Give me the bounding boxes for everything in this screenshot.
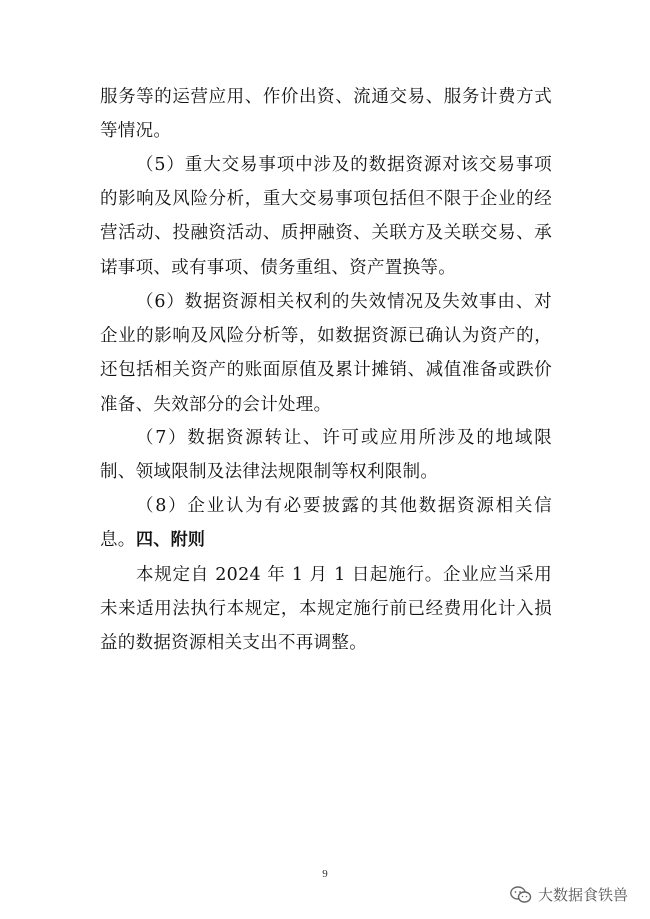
page-number: 9 xyxy=(322,868,328,880)
paragraph-continuation: 服务等的运营应用、作价出资、流通交易、服务计费方式等情况。 xyxy=(100,87,552,142)
paragraph-item-8: （8）企业认为有必要披露的其他数据资源相关信息。 xyxy=(100,496,552,551)
watermark-text: 大数据食铁兽 xyxy=(537,886,628,904)
watermark xyxy=(510,884,628,905)
paragraph-item-7: （7）数据资源转让、许可或应用所涉及的地域限制、领域限制及法律法规限制等权利限制。 xyxy=(100,428,552,483)
paragraph-item-5: （5）重大交易事项中涉及的数据资源对该交易事项的影响及风险分析，重大交易事项包括但不限于企业的经营活动、投融资活动、质押融资、关联方及关联交易、承诺事项、或有事项、债务重组、资产置换等。 xyxy=(100,155,552,278)
paragraph-effective-date: 本规定自 2024 年 1 月 1 日起施行。企业应当采用未来适用法执行本规定，本规定施行前已经费用化计入损益的数据资源相关支出不再调整。 xyxy=(100,565,552,654)
wechat-icon xyxy=(510,886,532,904)
section-heading-appendix: 四、附则 xyxy=(136,530,206,550)
paragraph-item-6: （6）数据资源相关权利的失效情况及失效事由、对企业的影响及风险分析等，如数据资源已确认为资产的，还包括相关资产的账面原值及累计摊销、减值准备或跌价准备、失效部分的会计处理。 xyxy=(100,292,552,415)
